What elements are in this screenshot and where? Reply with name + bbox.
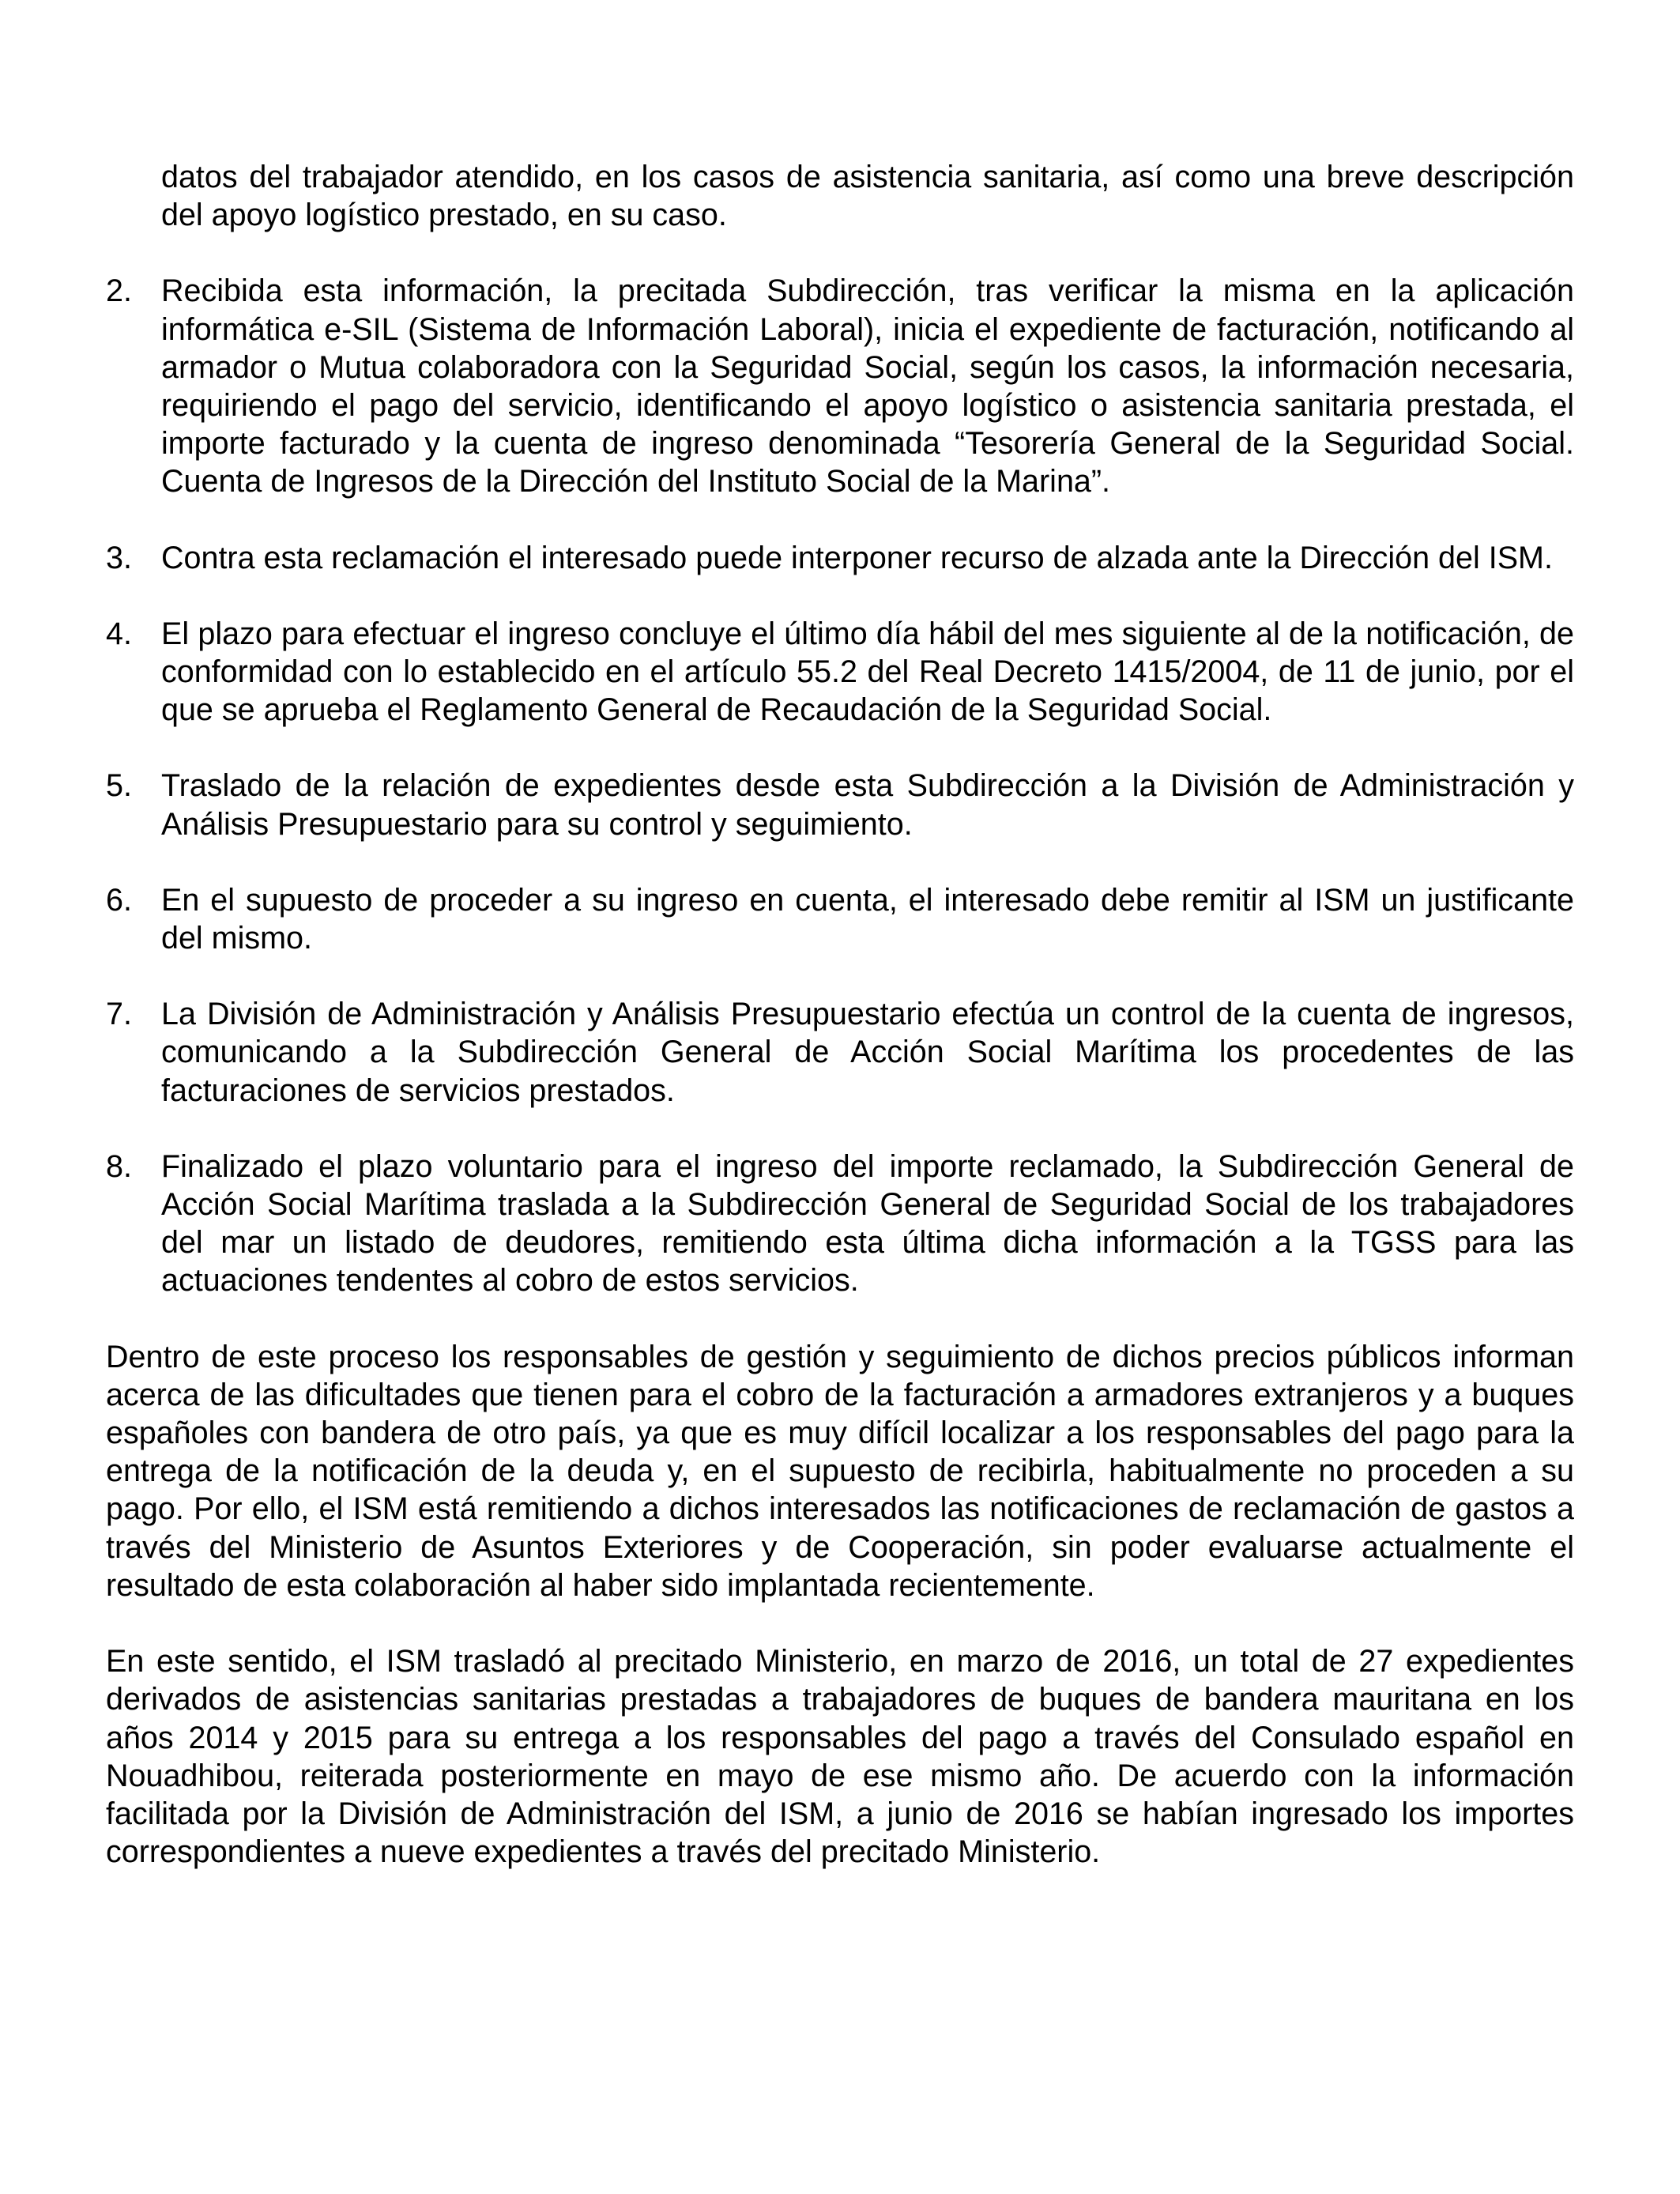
list-item-text: El plazo para efectuar el ingreso concluye el último día hábil del mes siguiente al de la notificación, de conformidad con lo establecido en el artículo 55.2 del Real Decreto 1415/2004, de 11 de junio, por el que se aprueba el Reglamento General de Recaudación de la Seguridad Social. [161, 616, 1574, 728]
list-item-number: 2. [106, 273, 132, 309]
numbered-list [106, 272, 1574, 1299]
list-item [106, 881, 1574, 957]
list-item [106, 272, 1574, 500]
list-item [106, 995, 1574, 1110]
list-item-number: 6. [106, 882, 132, 918]
list-item [106, 615, 1574, 729]
list-item-text: Finalizado el plazo voluntario para el ingreso del importe reclamado, la Subdirección General de Acción Social Marítima traslada a la Subdirección General de Seguridad Social de los trabajadores del mar un listado de deudores, remitiendo esta última dicha información a la TGSS para las actuaciones tendentes al cobro de estos servicios. [161, 1148, 1574, 1299]
body-paragraph: Dentro de este proceso los responsables de gestión y seguimiento de dichos precios públicos informan acerca de las dificultades que tienen para el cobro de la facturación a armadores extranjeros y a buques españoles con bandera de otro país, ya que es muy difícil localizar a los responsables del pago para la entrega de la notificación de la deuda y, en el supuesto de recibirla, habitualmente no proceden a su pago. Por ello, el ISM está remitiendo a dichos interesados las notificaciones de reclamación de gastos a través del Ministerio de Asuntos Exteriores y de Cooperación, sin poder evaluarse actualmente el resultado de esta colaboración al haber sido implantada recientemente. [106, 1339, 1574, 1603]
list-item-text: Recibida esta información, la precitada Subdirección, tras verificar la misma en la aplicación informática e-SIL (Sistema de Información Laboral), inicia el expediente de facturación, notificando al armador o Mutua colaboradora con la Seguridad Social, según los casos, la información necesaria, requiriendo el pago del servicio, identificando el apoyo logístico o asistencia sanitaria prestada, el importe facturado y la cuenta de ingreso denominada “Tesorería General de la Seguridad Social. Cuenta de Ingresos de la Dirección del Instituto Social de la Marina”. [161, 273, 1574, 499]
list-item-number: 7. [106, 997, 132, 1032]
list-item-text: En el supuesto de proceder a su ingreso en cuenta, el interesado debe remitir al ISM un justificante del mismo. [161, 882, 1574, 956]
list-item-text: Traslado de la relación de expedientes desde esta Subdirección a la División de Administración y Análisis Presupuestario para su control y seguimiento. [161, 768, 1574, 842]
list-item [106, 1148, 1574, 1300]
list-item-text: La División de Administración y Análisis Presupuestario efectúa un control de la cuenta de ingresos, comunicando a la Subdirección General de Acción Social Marítima los procedentes de las facturaciones de servicios prestados. [161, 997, 1574, 1108]
list-item-text: Contra esta reclamación el interesado puede interponer recurso de alzada ante la Dirección del ISM. [161, 540, 1553, 575]
document-page [106, 158, 1574, 1909]
list-item [106, 539, 1574, 577]
list-item-number: 3. [106, 540, 132, 575]
list-item-number: 5. [106, 768, 132, 804]
list-item-continuation: datos del trabajador atendido, en los casos de asistencia sanitaria, así como una breve descripción del apoyo logístico prestado, en su caso. [161, 160, 1574, 233]
list-item-number: 8. [106, 1148, 132, 1184]
list-item [106, 767, 1574, 843]
body-paragraph: En este sentido, el ISM trasladó al precitado Ministerio, en marzo de 2016, un total de 27 expedientes derivados de asistencias sanitarias prestadas a trabajadores de buques de bandera mauritana en los años 2014 y 2015 para su entrega a los responsables del pago a través del Consulado español en Nouadhibou, reiterada posteriormente en mayo de ese mismo año. De acuerdo con la información facilitada por la División de Administración del ISM, a junio de 2016 se habían ingresado los importes correspondientes a nueve expedientes a través del precitado Ministerio. [106, 1644, 1574, 1870]
list-item-number: 4. [106, 616, 132, 651]
